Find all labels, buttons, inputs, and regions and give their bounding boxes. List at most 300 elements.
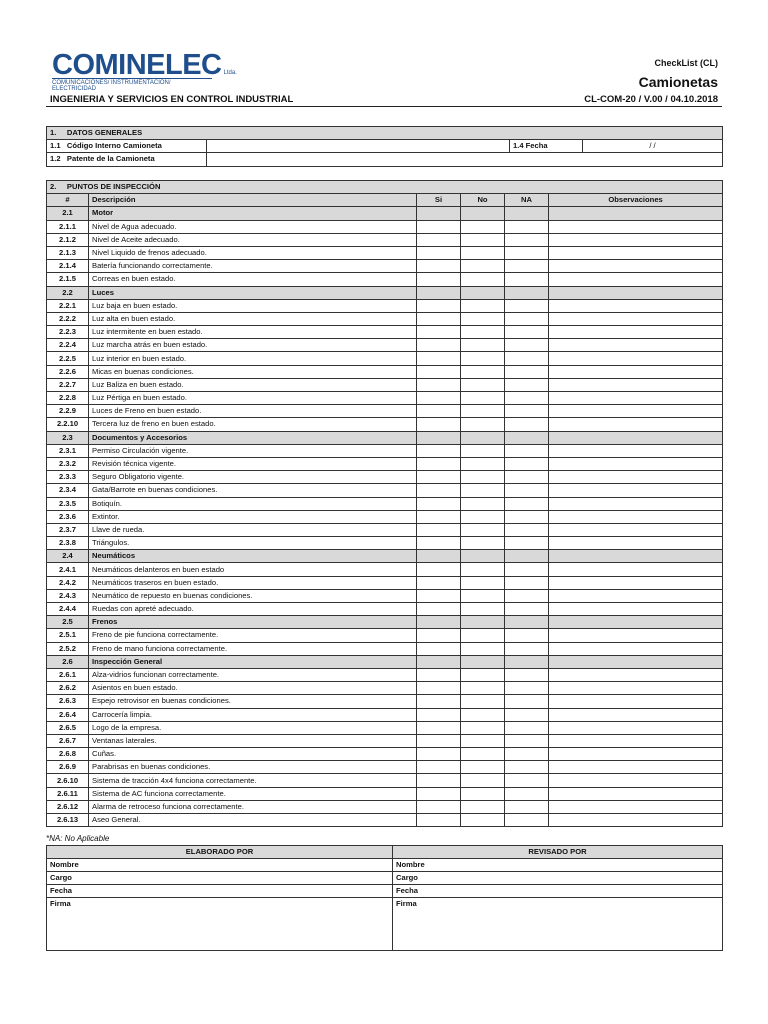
no-cell[interactable] (461, 721, 505, 734)
observations-cell[interactable] (549, 326, 723, 339)
observations-cell[interactable] (549, 668, 723, 681)
si-cell[interactable] (417, 682, 461, 695)
item-number: 2.6.9 (47, 761, 89, 774)
na-cell[interactable] (505, 220, 549, 233)
si-cell[interactable] (417, 576, 461, 589)
si-cell (417, 431, 461, 444)
na-cell[interactable] (505, 576, 549, 589)
inspection-group-row (47, 655, 723, 668)
na-cell (505, 550, 549, 563)
inspection-column-headers (47, 194, 723, 207)
observations-cell[interactable] (549, 523, 723, 536)
item-number: 2.2.1 (47, 299, 89, 312)
no-cell[interactable] (461, 787, 505, 800)
observations-cell[interactable] (549, 589, 723, 602)
observations-cell (549, 207, 723, 220)
inspection-item-row (47, 708, 723, 721)
item-number: 2.3.8 (47, 537, 89, 550)
na-cell[interactable] (505, 418, 549, 431)
col-num-header: # (47, 194, 89, 207)
item-description: Luces de Freno en buen estado. (89, 405, 417, 418)
inspection-item-row (47, 233, 723, 246)
no-cell[interactable] (461, 629, 505, 642)
item-number: 2.3.6 (47, 510, 89, 523)
item-number: 2.6.5 (47, 721, 89, 734)
no-cell[interactable] (461, 510, 505, 523)
si-cell (417, 550, 461, 563)
no-cell[interactable] (461, 471, 505, 484)
item-description: Botiquín. (89, 497, 417, 510)
item-number: 2.2.5 (47, 352, 89, 365)
vehicle-plate-field[interactable] (207, 153, 723, 166)
inspection-item-row (47, 352, 723, 365)
item-description: Nivel de Agua adecuado. (89, 220, 417, 233)
na-cell (505, 431, 549, 444)
no-cell (461, 550, 505, 563)
si-cell[interactable] (417, 484, 461, 497)
no-cell[interactable] (461, 418, 505, 431)
inspection-item-row (47, 537, 723, 550)
si-cell[interactable] (417, 761, 461, 774)
observations-cell[interactable] (549, 642, 723, 655)
item-number: 2.1.3 (47, 246, 89, 259)
item-number: 2.5.1 (47, 629, 89, 642)
item-number: 2.1.1 (47, 220, 89, 233)
date-field[interactable]: / / (583, 140, 723, 153)
na-cell (505, 207, 549, 220)
inspection-item-row (47, 787, 723, 800)
inspection-item-row (47, 246, 723, 259)
inspection-group-row (47, 207, 723, 220)
observations-cell[interactable] (549, 273, 723, 286)
na-cell[interactable] (505, 787, 549, 800)
na-cell[interactable] (505, 484, 549, 497)
inspection-item-row (47, 800, 723, 813)
inspection-item-row (47, 497, 723, 510)
si-cell[interactable] (417, 642, 461, 655)
observations-cell[interactable] (549, 787, 723, 800)
observations-cell[interactable] (549, 418, 723, 431)
vehicle-plate-num: 1.2 (50, 154, 61, 164)
na-cell[interactable] (505, 708, 549, 721)
item-description: Aseo General. (89, 814, 417, 827)
si-cell[interactable] (417, 299, 461, 312)
si-cell[interactable] (417, 523, 461, 536)
item-description: Luz interior en buen estado. (89, 352, 417, 365)
si-cell[interactable] (417, 312, 461, 325)
na-cell[interactable] (505, 444, 549, 457)
col-description-header: Descripción (89, 194, 417, 207)
si-cell[interactable] (417, 800, 461, 813)
no-cell[interactable] (461, 392, 505, 405)
observations-cell[interactable] (549, 603, 723, 616)
reviewed-by-title: REVISADO POR (393, 846, 723, 859)
reviewed-date-field[interactable]: Fecha (393, 885, 723, 898)
item-number: 2.3.2 (47, 457, 89, 470)
observations-cell[interactable] (549, 457, 723, 470)
observations-cell[interactable] (549, 471, 723, 484)
si-cell[interactable] (417, 457, 461, 470)
general-section-num: 1. (50, 128, 57, 138)
company-logo (52, 49, 237, 92)
vehicle-plate-row (47, 153, 723, 166)
observations-cell[interactable] (549, 299, 723, 312)
na-cell[interactable] (505, 748, 549, 761)
si-cell[interactable] (417, 708, 461, 721)
inspection-item-row (47, 378, 723, 391)
no-cell[interactable] (461, 273, 505, 286)
inspection-item-row (47, 748, 723, 761)
na-cell[interactable] (505, 392, 549, 405)
item-description: Ventanas laterales. (89, 734, 417, 747)
item-number: 2.3.7 (47, 523, 89, 536)
si-cell[interactable] (417, 734, 461, 747)
na-cell[interactable] (505, 352, 549, 365)
observations-cell[interactable] (549, 695, 723, 708)
item-description: Luz Pértiga en buen estado. (89, 392, 417, 405)
item-number: 2.6.1 (47, 668, 89, 681)
no-cell[interactable] (461, 642, 505, 655)
observations-cell[interactable] (549, 708, 723, 721)
observations-cell[interactable] (549, 682, 723, 695)
no-cell[interactable] (461, 748, 505, 761)
inspection-item-row (47, 589, 723, 602)
si-cell[interactable] (417, 260, 461, 273)
observations-cell[interactable] (549, 814, 723, 827)
vehicle-plate-label: Patente de la Camioneta (66, 154, 155, 164)
item-description: Neumático de repuesto en buenas condiciones. (89, 589, 417, 602)
observations-cell[interactable] (549, 576, 723, 589)
company-description: INGENIERIA Y SERVICIOS EN CONTROL INDUSTRIAL (50, 94, 294, 105)
observations-cell[interactable] (549, 444, 723, 457)
observations-cell[interactable] (549, 246, 723, 259)
signature-name-row (47, 859, 723, 872)
na-cell[interactable] (505, 668, 549, 681)
observations-cell[interactable] (549, 339, 723, 352)
no-cell[interactable] (461, 695, 505, 708)
no-cell[interactable] (461, 497, 505, 510)
no-cell[interactable] (461, 365, 505, 378)
na-cell (505, 286, 549, 299)
item-description: Correas en buen estado. (89, 273, 417, 286)
item-description: Triángulos. (89, 537, 417, 550)
item-description: Luz alta en buen estado. (89, 312, 417, 325)
si-cell[interactable] (417, 537, 461, 550)
group-title: Frenos (89, 616, 417, 629)
na-cell[interactable] (505, 814, 549, 827)
na-cell[interactable] (505, 761, 549, 774)
prepared-name-field[interactable]: Nombre (47, 859, 393, 872)
si-cell[interactable] (417, 444, 461, 457)
si-cell[interactable] (417, 273, 461, 286)
observations-cell (549, 550, 723, 563)
na-cell[interactable] (505, 378, 549, 391)
no-cell[interactable] (461, 484, 505, 497)
item-description: Sistema de tracción 4x4 funciona correctamente. (89, 774, 417, 787)
si-cell[interactable] (417, 589, 461, 602)
inspection-item-row (47, 642, 723, 655)
na-cell[interactable] (505, 523, 549, 536)
na-cell[interactable] (505, 457, 549, 470)
item-number: 2.2.3 (47, 326, 89, 339)
si-cell[interactable] (417, 629, 461, 642)
si-cell[interactable] (417, 326, 461, 339)
signature-table (46, 845, 723, 951)
item-number: 2.3.3 (47, 471, 89, 484)
item-number: 2.6.4 (47, 708, 89, 721)
na-cell[interactable] (505, 405, 549, 418)
observations-cell[interactable] (549, 748, 723, 761)
inspection-item-row (47, 299, 723, 312)
observations-cell[interactable] (549, 312, 723, 325)
si-cell[interactable] (417, 405, 461, 418)
no-cell[interactable] (461, 537, 505, 550)
item-number: 2.5.2 (47, 642, 89, 655)
si-cell[interactable] (417, 233, 461, 246)
inspection-item-row (47, 774, 723, 787)
no-cell[interactable] (461, 326, 505, 339)
na-cell (505, 655, 549, 668)
no-cell[interactable] (461, 233, 505, 246)
item-description: Freno de pie funciona correctamente. (89, 629, 417, 642)
na-cell[interactable] (505, 642, 549, 655)
no-cell[interactable] (461, 708, 505, 721)
document-type: CheckList (CL) (654, 58, 718, 68)
na-cell[interactable] (505, 734, 549, 747)
na-cell[interactable] (505, 326, 549, 339)
na-cell[interactable] (505, 260, 549, 273)
item-description: Cuñas. (89, 748, 417, 761)
no-cell[interactable] (461, 457, 505, 470)
reviewed-name-field[interactable]: Nombre (393, 859, 723, 872)
no-cell[interactable] (461, 734, 505, 747)
na-cell[interactable] (505, 774, 549, 787)
na-cell[interactable] (505, 589, 549, 602)
si-cell[interactable] (417, 563, 461, 576)
item-number: 2.3.5 (47, 497, 89, 510)
item-description: Permiso Circulación vigente. (89, 444, 417, 457)
si-cell[interactable] (417, 497, 461, 510)
no-cell[interactable] (461, 800, 505, 813)
inspection-group-row (47, 550, 723, 563)
item-number: 2.6.13 (47, 814, 89, 827)
prepared-signature-field[interactable]: Firma (47, 898, 393, 951)
na-cell[interactable] (505, 299, 549, 312)
na-cell[interactable] (505, 471, 549, 484)
na-cell[interactable] (505, 365, 549, 378)
na-cell[interactable] (505, 537, 549, 550)
item-description: Nivel de Aceite adecuado. (89, 233, 417, 246)
si-cell[interactable] (417, 603, 461, 616)
observations-cell[interactable] (549, 734, 723, 747)
no-cell (461, 616, 505, 629)
inspection-item-row (47, 260, 723, 273)
item-description: Seguro Obligatorio vigente. (89, 471, 417, 484)
na-cell[interactable] (505, 721, 549, 734)
si-cell[interactable] (417, 668, 461, 681)
item-description: Alza-vidrios funcionan correctamente. (89, 668, 417, 681)
si-cell[interactable] (417, 774, 461, 787)
item-description: Luz marcha atrás en buen estado. (89, 339, 417, 352)
logo-suffix: Ltda. (223, 70, 237, 76)
inspection-item-row (47, 682, 723, 695)
inspection-item-row (47, 471, 723, 484)
observations-cell (549, 616, 723, 629)
si-cell[interactable] (417, 220, 461, 233)
vehicle-code-field[interactable] (207, 140, 510, 153)
inspection-item-row (47, 721, 723, 734)
item-description: Espejo retrovisor en buenas condiciones. (89, 695, 417, 708)
na-cell[interactable] (505, 312, 549, 325)
no-cell[interactable] (461, 668, 505, 681)
no-cell[interactable] (461, 444, 505, 457)
item-number: 2.2.8 (47, 392, 89, 405)
si-cell[interactable] (417, 418, 461, 431)
item-number: 2.3.1 (47, 444, 89, 457)
si-cell[interactable] (417, 365, 461, 378)
na-cell[interactable] (505, 695, 549, 708)
inspection-item-row (47, 668, 723, 681)
na-cell[interactable] (505, 563, 549, 576)
observations-cell[interactable] (549, 352, 723, 365)
inspection-table (46, 180, 723, 827)
observations-cell[interactable] (549, 233, 723, 246)
reviewed-role-field[interactable]: Cargo (393, 872, 723, 885)
observations-cell[interactable] (549, 220, 723, 233)
na-cell[interactable] (505, 273, 549, 286)
item-description: Parabrisas en buenas condiciones. (89, 761, 417, 774)
no-cell[interactable] (461, 523, 505, 536)
no-cell[interactable] (461, 405, 505, 418)
na-cell[interactable] (505, 233, 549, 246)
group-title: Inspección General (89, 655, 417, 668)
si-cell[interactable] (417, 510, 461, 523)
observations-cell[interactable] (549, 260, 723, 273)
si-cell[interactable] (417, 471, 461, 484)
observations-cell[interactable] (549, 378, 723, 391)
signature-role-row (47, 872, 723, 885)
no-cell[interactable] (461, 589, 505, 602)
date-label: 1.4 Fecha (510, 140, 583, 153)
item-description: Luz Baliza en buen estado. (89, 378, 417, 391)
document-title: Camionetas (638, 74, 718, 90)
prepared-role-field[interactable]: Cargo (47, 872, 393, 885)
observations-cell[interactable] (549, 629, 723, 642)
observations-cell[interactable] (549, 365, 723, 378)
prepared-date-field[interactable]: Fecha (47, 885, 393, 898)
prepared-by-title: ELABORADO POR (47, 846, 393, 859)
no-cell[interactable] (461, 774, 505, 787)
no-cell[interactable] (461, 603, 505, 616)
item-description: Luz intermitente en buen estado. (89, 326, 417, 339)
no-cell[interactable] (461, 339, 505, 352)
na-cell (505, 616, 549, 629)
na-cell[interactable] (505, 510, 549, 523)
na-cell[interactable] (505, 682, 549, 695)
inspection-group-row (47, 616, 723, 629)
observations-cell[interactable] (549, 484, 723, 497)
si-cell[interactable] (417, 814, 461, 827)
inspection-item-row (47, 576, 723, 589)
item-number: 2.2.7 (47, 378, 89, 391)
observations-cell[interactable] (549, 510, 723, 523)
na-cell[interactable] (505, 497, 549, 510)
si-cell[interactable] (417, 695, 461, 708)
item-number: 2.2.10 (47, 418, 89, 431)
si-cell[interactable] (417, 352, 461, 365)
na-cell[interactable] (505, 800, 549, 813)
na-cell[interactable] (505, 339, 549, 352)
signature-header-row (47, 846, 723, 859)
no-cell[interactable] (461, 260, 505, 273)
item-description: Neumáticos delanteros en buen estado (89, 563, 417, 576)
inspection-section-num: 2. (50, 182, 57, 192)
no-cell[interactable] (461, 563, 505, 576)
observations-cell[interactable] (549, 721, 723, 734)
no-cell[interactable] (461, 299, 505, 312)
observations-cell[interactable] (549, 563, 723, 576)
inspection-item-row (47, 510, 723, 523)
no-cell[interactable] (461, 814, 505, 827)
item-number: 2.6.10 (47, 774, 89, 787)
si-cell[interactable] (417, 339, 461, 352)
no-cell[interactable] (461, 246, 505, 259)
item-number: 2.1.2 (47, 233, 89, 246)
inspection-item-row (47, 220, 723, 233)
na-cell[interactable] (505, 246, 549, 259)
no-cell[interactable] (461, 312, 505, 325)
no-cell[interactable] (461, 352, 505, 365)
na-cell[interactable] (505, 629, 549, 642)
observations-cell[interactable] (549, 405, 723, 418)
no-cell[interactable] (461, 682, 505, 695)
item-number: 2.5 (47, 616, 89, 629)
si-cell[interactable] (417, 378, 461, 391)
si-cell[interactable] (417, 787, 461, 800)
inspection-item-row (47, 418, 723, 431)
group-title: Motor (89, 207, 417, 220)
general-data-table (46, 126, 723, 167)
observations-cell[interactable] (549, 800, 723, 813)
vehicle-code-row (47, 140, 723, 153)
item-number: 2.6.11 (47, 787, 89, 800)
na-cell[interactable] (505, 603, 549, 616)
observations-cell[interactable] (549, 774, 723, 787)
si-cell (417, 207, 461, 220)
observations-cell[interactable] (549, 497, 723, 510)
no-cell[interactable] (461, 576, 505, 589)
item-description: Sistema de AC funciona correctamente. (89, 787, 417, 800)
reviewed-signature-field[interactable]: Firma (393, 898, 723, 951)
si-cell (417, 655, 461, 668)
inspection-item-row (47, 392, 723, 405)
item-description: Tercera luz de freno en buen estado. (89, 418, 417, 431)
item-number: 2.2 (47, 286, 89, 299)
observations-cell[interactable] (549, 537, 723, 550)
si-cell[interactable] (417, 748, 461, 761)
no-cell[interactable] (461, 378, 505, 391)
no-cell[interactable] (461, 761, 505, 774)
si-cell[interactable] (417, 721, 461, 734)
si-cell[interactable] (417, 246, 461, 259)
observations-cell[interactable] (549, 761, 723, 774)
si-cell[interactable] (417, 392, 461, 405)
observations-cell[interactable] (549, 392, 723, 405)
col-si-header: Si (417, 194, 461, 207)
no-cell[interactable] (461, 220, 505, 233)
inspection-item-row (47, 405, 723, 418)
item-number: 2.1.4 (47, 260, 89, 273)
